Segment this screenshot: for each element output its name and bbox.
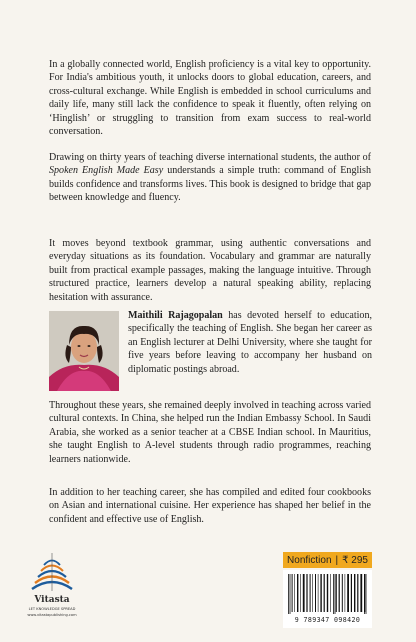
author-bio-text: has devoted herself to education, specifically the teaching of English. She began her career as an English lecturer at Delhi University, where she taught for five years before leaving to accompany her husband on diplomatic postings abroad.: [128, 310, 372, 375]
blurb-paragraph-3: It moves beyond textbook grammar, using authentic conversations and everyday situations as its foundation. Vocabulary and grammar are naturally built from practical example passages, making the language intuitive. Through structured practice, learners develop a natural speaking ability, replacing hesitation with assurance.: [49, 238, 371, 303]
author-photo: [49, 311, 119, 391]
book-title-mention: Spoken English Made Easy: [49, 165, 164, 177]
price-amount: ₹ 295: [342, 554, 368, 566]
author-bio-paragraph-2: Throughout these years, she remained deeply involved in teaching across varied cultural contexts. In China, she helped run the Indian Embassy School. In Saudi Arabia, she worked as a senior teacher at a CBSE Indian school. In Mauritius, she taught English to A-level students through radio programmes, reaching learners nationwide.: [49, 400, 371, 465]
author-bio-intro: [128, 309, 372, 376]
publisher-logo: [22, 549, 82, 625]
blurb-paragraph-2: [49, 151, 371, 205]
publisher-tagline: LET KNOWLEDGE SPREAD: [28, 607, 76, 611]
blurb-paragraph-1: In a globally connected world, English proficiency is a vital key to opportunity. For India's ambitious youth, it unlocks doors to global education, careers, and cross-cultural exchange. While English is embedded in school curriculums and daily life, many still lack the confidence to speak it fluently, often relying on ‘Hinglish’ or struggling to transition from exam success to real-world conversation.: [49, 59, 371, 138]
author-bio-paragraph-3: In addition to her teaching career, she has compiled and edited four cookbooks on Asian and international cuisine. Her experience has shaped her belief in the confident and effective use of English.: [49, 487, 371, 525]
category-label: Nonfiction: [287, 554, 332, 566]
blurb-text: Drawing on thirty years of teaching diverse international students, the author of: [49, 152, 371, 163]
isbn-barcode: [283, 570, 372, 628]
author-name: Maithili Rajagopalan: [128, 310, 223, 321]
isbn-number: 9 789347 098420: [294, 616, 361, 624]
publisher-name: Vitasta: [34, 595, 70, 605]
price-separator: |: [335, 554, 339, 566]
blurb-text: understands a simple truth: command of English builds confidence and transforms lives. This book is designed to bridge that gap between knowledge and fluency.: [49, 165, 371, 204]
publisher-website: www.vitastapublishing.com: [27, 613, 77, 617]
price-label: [283, 552, 372, 568]
book-stack-icon: [22, 549, 82, 595]
barcode-bars: [288, 574, 367, 614]
